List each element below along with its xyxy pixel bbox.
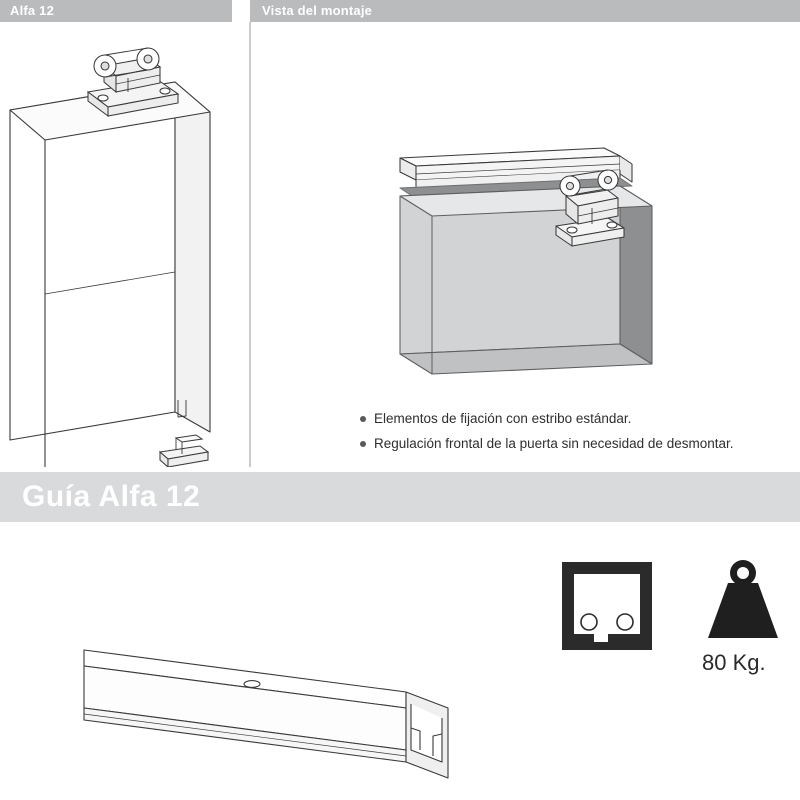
rail-cross-section-icon xyxy=(552,556,662,656)
tab-alfa-12-label: Alfa 12 xyxy=(10,3,55,18)
top-header-bar xyxy=(0,0,800,22)
list-item xyxy=(360,435,780,452)
weight-capacity-label: 80 Kg. xyxy=(702,650,766,675)
door-hanger-illustration xyxy=(0,22,250,467)
bullet-dot-icon xyxy=(360,441,366,447)
tab-alfa-12 xyxy=(0,0,232,22)
feature-text: Elementos de fijación con estribo estándar. xyxy=(374,411,632,426)
section-title-band xyxy=(0,472,800,522)
rail-profile-illustration xyxy=(30,600,500,800)
tab-vista-del-montaje-label: Vista del montaje xyxy=(262,3,373,18)
tab-gap xyxy=(232,0,250,22)
features-list xyxy=(360,410,780,460)
bullet-dot-icon xyxy=(360,416,366,422)
feature-text: Regulación frontal de la puerta sin necesidad de desmontar. xyxy=(374,436,734,451)
mounting-view-illustration xyxy=(380,130,780,390)
list-item xyxy=(360,410,780,427)
tab-vista-del-montaje xyxy=(250,0,800,22)
weight-icon xyxy=(700,556,786,642)
page-title: Guía Alfa 12 xyxy=(22,480,201,513)
